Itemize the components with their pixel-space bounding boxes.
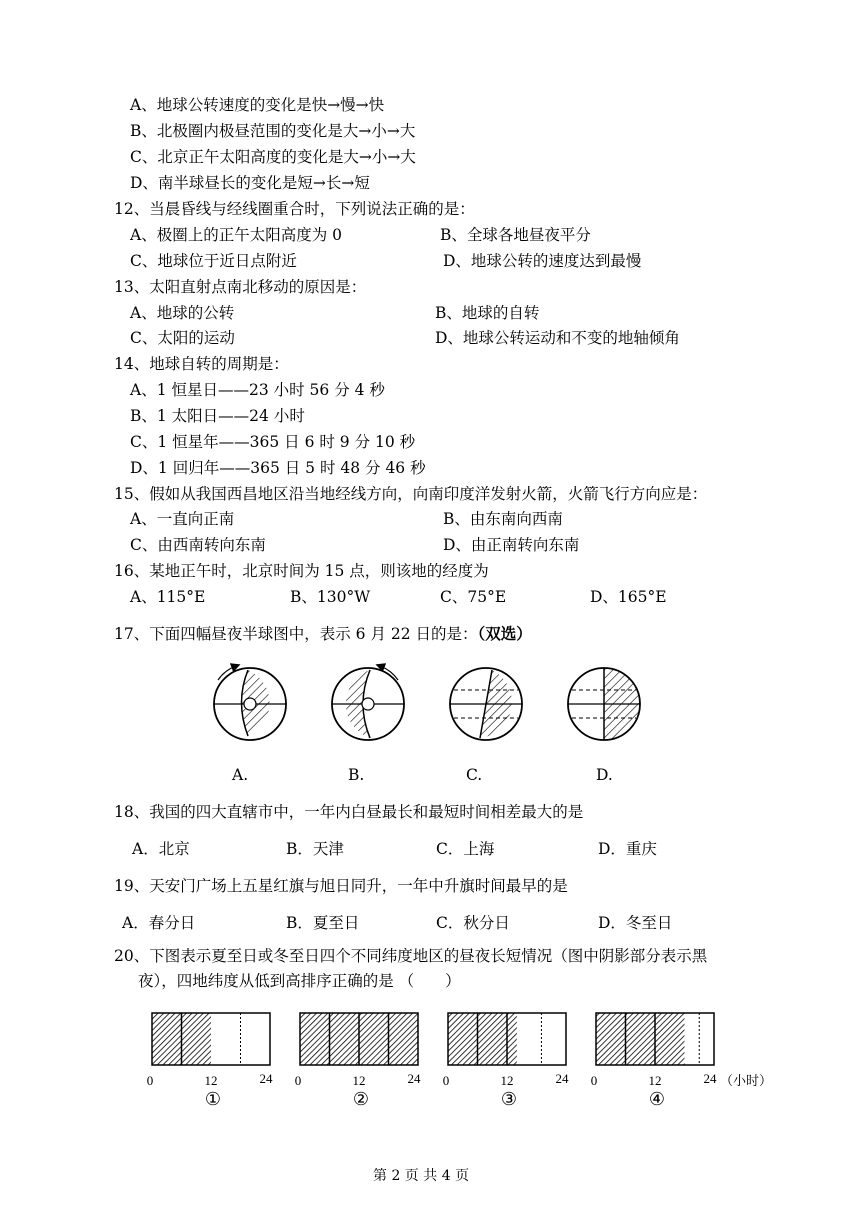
q13-option-d: D、地球公转运动和不变的地轴倾角 <box>435 329 680 347</box>
q15-stem: 15、假如从我国西昌地区沿当地经线方向，向南印度洋发射火箭，火箭飞行方向应是： <box>114 485 708 503</box>
q19-option-d: D．冬至日 <box>598 914 673 932</box>
tick-label-0: 0 <box>294 1073 302 1088</box>
day-night-hemisphere-figures <box>200 652 660 752</box>
q16-option-c: C、75°E <box>440 588 507 606</box>
tick-label-24: 24 <box>407 1071 421 1086</box>
night-shading-4 <box>596 1013 685 1065</box>
q15-option-a: A、一直向正南 <box>130 510 235 528</box>
tick-label-24: 24 <box>703 1071 717 1086</box>
q19-option-b: B．夏至日 <box>286 914 360 932</box>
q13-stem: 13、太阳直射点南北移动的原因是： <box>114 278 367 296</box>
q13-option-b: B、地球的自转 <box>435 304 540 322</box>
page-footer: 第 2 页 共 4 页 <box>373 1168 470 1184</box>
q17-figure-label-a: A. <box>232 766 249 784</box>
q12-option-a: A、极圈上的正午太阳高度为 0 <box>130 226 342 244</box>
bar-label-2: ② <box>352 1089 370 1108</box>
q17-stem <box>114 623 532 645</box>
bar-3 <box>443 1013 569 1108</box>
q19-stem: 19、天安门广场上五星红旗与旭日同升，一年中升旗时间最早的是 <box>114 877 568 895</box>
q13-option-a: A、地球的公转 <box>130 304 235 322</box>
hemisphere-figure-c <box>450 668 522 740</box>
q17-stem-text: 17、下面四幅昼夜半球图中，表示 6 月 22 日的是： <box>114 625 478 643</box>
q12-option-c: C、地球位于近日点附近 <box>130 252 297 270</box>
q18-option-b: B．天津 <box>286 840 344 858</box>
q14-option-d: D、1 回归年——365 日 5 时 48 分 46 秒 <box>130 459 426 477</box>
bar-2 <box>295 1013 421 1108</box>
hemisphere-figure-b <box>332 666 404 740</box>
q16-option-b: B、130°W <box>290 588 371 606</box>
q11-option-d: D、南半球昼长的变化是短→长→短 <box>130 174 370 192</box>
q18-option-d: D．重庆 <box>598 840 657 858</box>
tick-label-0: 0 <box>146 1073 154 1088</box>
q16-option-a: A、115°E <box>130 588 206 606</box>
tick-label-0: 0 <box>442 1073 450 1088</box>
q13-option-c: C、太阳的运动 <box>130 329 235 347</box>
tick-label-12: 12 <box>648 1073 662 1088</box>
hemisphere-figure-d <box>568 668 640 740</box>
q11-option-c: C、北京正午太阳高度的变化是大→小→大 <box>130 148 416 166</box>
q14-option-a: A、1 恒星日——23 小时 56 分 4 秒 <box>130 381 385 399</box>
bar-label-3: ③ <box>500 1089 518 1108</box>
q16-option-d: D、165°E <box>590 588 667 606</box>
tick-label-0: 0 <box>590 1073 598 1088</box>
q14-stem: 14、地球自转的周期是： <box>114 355 289 373</box>
bar-label-4: ④ <box>648 1089 666 1108</box>
day-length-bar-diagram <box>140 1008 780 1108</box>
hours-unit-label: （小时） <box>720 1073 773 1088</box>
tick-label-24: 24 <box>259 1071 273 1086</box>
q20-stem-continued: 夜），四地纬度从低到高排序正确的是 （ ） <box>138 972 461 990</box>
q17-figure-label-c: C. <box>466 766 483 784</box>
q18-option-c: C．上海 <box>436 840 495 858</box>
q16-stem: 16、某地正午时，北京时间为 15 点，则该地的经度为 <box>114 562 489 580</box>
q19-option-a: A．春分日 <box>122 914 196 932</box>
q17-double-choice-tag: （双选） <box>477 624 532 643</box>
q18-stem: 18、我国的四大直辖市中，一年内白昼最长和最短时间相差最大的是 <box>114 803 584 821</box>
q14-option-b: B、1 太阳日——24 小时 <box>130 407 305 425</box>
tick-label-12: 12 <box>500 1073 514 1088</box>
hemisphere-figure-a <box>214 666 286 740</box>
q15-option-b: B、由东南向西南 <box>443 510 563 528</box>
bar-1 <box>147 1013 273 1108</box>
q11-option-b: B、北极圈内极昼范围的变化是大→小→大 <box>130 122 416 140</box>
bar-4 <box>591 1013 772 1108</box>
tick-label-12: 12 <box>204 1073 218 1088</box>
q15-option-d: D、由正南转向东南 <box>443 536 580 554</box>
q17-figure-label-b: B. <box>348 766 365 784</box>
q19-option-c: C．秋分日 <box>436 914 510 932</box>
q12-stem: 12、当晨昏线与经线圈重合时，下列说法正确的是： <box>114 200 475 218</box>
q12-option-b: B、全球各地昼夜平分 <box>440 226 591 244</box>
q11-option-a: A、地球公转速度的变化是快→慢→快 <box>130 96 385 114</box>
q18-option-a: A．北京 <box>132 840 190 858</box>
q15-option-c: C、由西南转向东南 <box>130 536 266 554</box>
tick-label-24: 24 <box>555 1071 569 1086</box>
bar-label-1: ① <box>204 1089 222 1108</box>
q14-option-c: C、1 恒星年——365 日 6 时 9 分 10 秒 <box>130 433 416 451</box>
q12-option-d: D、地球公转的速度达到最慢 <box>443 252 642 270</box>
tick-label-12: 12 <box>352 1073 366 1088</box>
q17-figure-label-d: D. <box>596 766 613 784</box>
q20-stem: 20、下图表示夏至日或冬至日四个不同纬度地区的昼夜长短情况（图中阴影部分表示黑 <box>114 947 708 965</box>
